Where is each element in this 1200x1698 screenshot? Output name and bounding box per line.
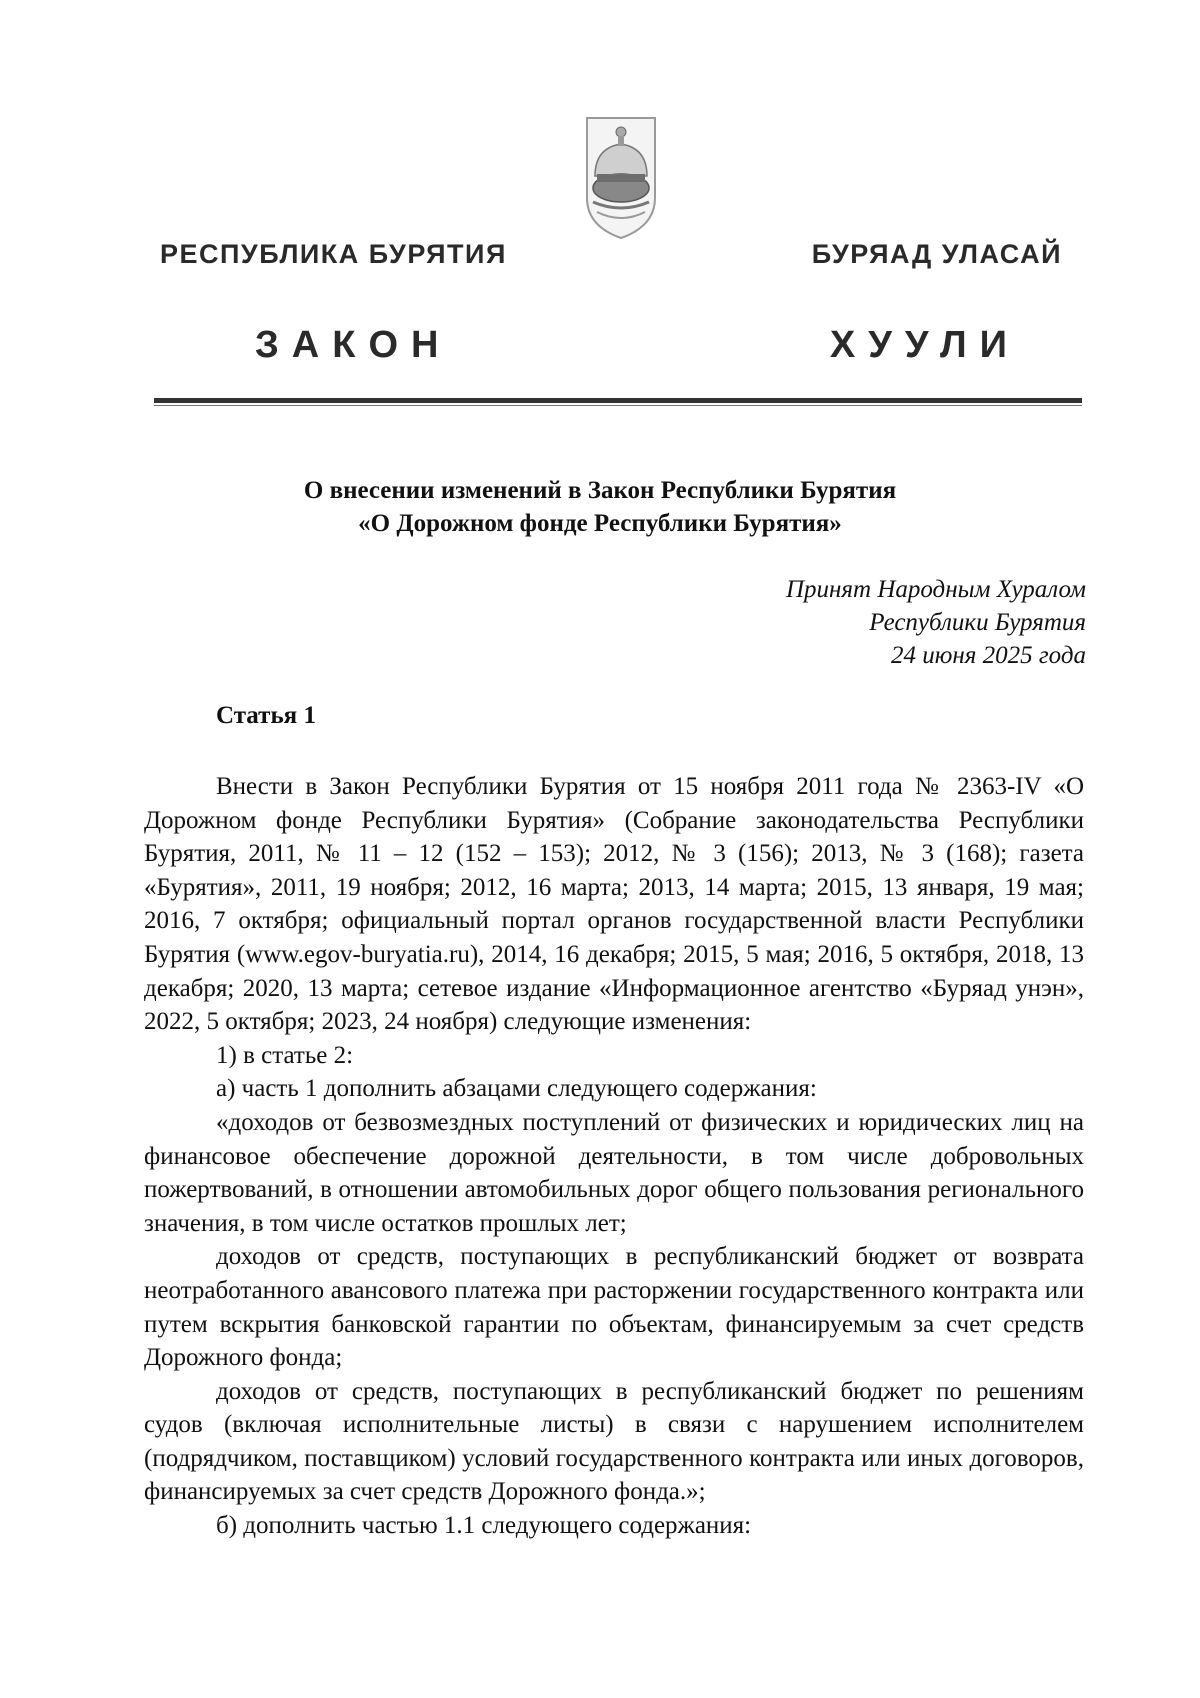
adoption-line-2: Республики Бурятия [869, 609, 1086, 636]
law-title [150, 474, 1050, 540]
article-body [144, 770, 1084, 1543]
republic-name-bua: БУРЯАД УЛАСАЙ [811, 239, 1062, 269]
law-title-line-1: О внесении изменений в Закон Республики Бурятия [303, 477, 897, 504]
law-label-bua: ХУУЛИ [829, 324, 1020, 366]
paragraph: доходов от средств, поступающих в республиканский бюджет по решениям судов (включая исполнительные листы) в связи с нарушением исполнителем (подрядчиком, поставщиком) условий государственного контракта или иных договоров, финансируемых за счет средств Дорожного фонда.»; [144, 1377, 1084, 1506]
law-title-line-2: «О Дорожном фонде Республики Бурятия» [358, 510, 842, 537]
paragraph: б) дополнить частью 1.1 следующего содержания: [216, 1512, 752, 1540]
adoption-date: 24 июня 2025 года [891, 642, 1086, 669]
coat-of-arms-icon [583, 114, 659, 242]
article-heading: Статья 1 [216, 702, 316, 729]
paragraph: 1) в статье 2: [216, 1041, 354, 1069]
paragraph: а) часть 1 дополнить абзацами следующего содержания: [216, 1075, 817, 1103]
law-label-ru: ЗАКОН [255, 324, 452, 366]
paragraph: «доходов от безвозмездных поступлений от физических и юридических лиц на финансовое обеспечение дорожной деятельности, в том числе добровольных пожертвований, в отношении автомобильных дорог общего пользования регионального значения, в том числе остатков прошлых лет; [144, 1108, 1084, 1237]
header-divider-thin [154, 405, 1082, 406]
paragraph: доходов от средств, поступающих в республиканский бюджет от возврата неотработанного авансового платежа при расторжении государственного контракта или путем вскрытия банковской гарантии по объектам, финансируемым за счет средств Дорожного фонда; [144, 1243, 1084, 1372]
adoption-line-1: Принят Народным Хуралом [785, 576, 1086, 603]
header-divider [154, 398, 1082, 403]
paragraph: Внести в Закон Республики Бурятия от 15 ноября 2011 года № 2363-IV «О Дорожном фонде Республики Бурятия» (Собрание законодательства Республики Бурятия, 2011, № 11 – 12 (152 – 153); 2012, № 3 (156); 2013, № 3 (168); газета «Бурятия», 2011, 19 ноября; 2012, 16 марта; 2013, 14 марта; 2015, 13 января, 19 мая; 2016, 7 октября; официальный портал органов государственной власти Республики Бурятия (www.egov-buryatia.ru), 2014, 16 декабря; 2015, 5 мая; 2016, 5 октября, 2018, 13 декабря; 2020, 13 марта; сетевое издание «Информационное агентство «Буряад унэн», 2022, 5 октября; 2023, 24 ноября) следующие изменения: [144, 773, 1084, 1036]
adoption-note [786, 573, 1086, 672]
republic-name-ru: РЕСПУБЛИКА БУРЯТИЯ [160, 239, 507, 269]
